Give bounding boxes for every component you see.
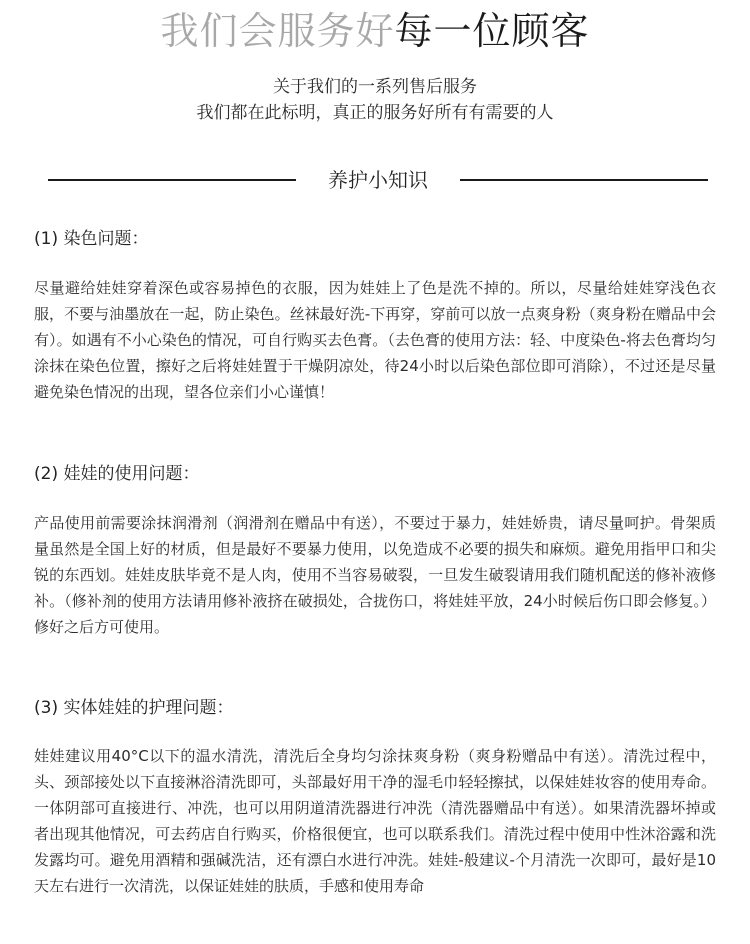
section-title: 养护小知识	[328, 168, 428, 192]
subtitle-line-1: 关于我们的一系列售后服务	[273, 77, 477, 97]
subtitle-line-2: 我们都在此标明，真正的服务好所有有需要的人	[196, 103, 554, 123]
title-light-part: 我们会服务好	[160, 9, 395, 53]
page-title	[0, 8, 750, 54]
item-heading-usage: (2) 娃娃的使用问题：	[34, 464, 200, 484]
section-divider	[48, 165, 708, 195]
item-heading-care: (3) 实体娃娃的护理问题：	[34, 698, 234, 718]
title-dark-part: 每一位顾客	[394, 9, 590, 53]
item-body-usage: 产品使用前需要涂抹润滑剂（润滑剂在赠品中有送），不要过于暴力，娃娃娇贵，请尽量呵护。骨架质量虽然是全国上好的材质，但是最好不要暴力使用，以免造成不必要的损失和麻烦。避免用指甲口和尖锐的东西划。娃娃皮肤毕竟不是人肉，使用不当容易破裂，一旦发生破裂请用我们随机配送的修补液修补。（修补剂的使用方法请用修补液挤在破损处，合拢伤口，将娃娃平放，24小时候后伤口即会修复。）修好之后方可使用。	[34, 514, 716, 636]
item-body-care: 娃娃建议用40°C以下的温水清洗，清洗后全身均匀涂抹爽身粉（爽身粉赠品中有送）。清洗过程中，头、颈部接处以下直接淋浴清洗即可，头部最好用干净的湿毛巾轻轻擦拭，以保娃娃妆容的使用寿命。一体阴部可直接进行、冲洗，也可以用阴道清洗器进行冲洗（清洗器赠品中有送）。如果清洗器坏掉或者出现其他情况，可去药店自行购买，价格很便宜，也可以联系我们。清洗过程中使用中性沐浴露和洗发露均可。避免用酒精和强碱洗洁，还有漂白水进行冲洗。娃娃-般建议-个月清洗一次即可，最好是10天左右进行一次清洗，以保证娃娃的肤质，手感和使用寿命	[34, 747, 716, 895]
divider-line-right	[460, 179, 708, 181]
item-body-dyeing: 尽量避给娃娃穿着深色或容易掉色的衣服，因为娃娃上了色是洗不掉的。所以，尽量给娃娃穿浅色衣服，不要与油墨放在一起，防止染色。丝袜最好洗-下再穿，穿前可以放一点爽身粉（爽身粉在赠品中会有）。如遇有不小心染色的情况，可自行购买去色膏。（去色膏的使用方法：轻、中度染色-将去色膏均匀涂抹在染色位置，擦好之后将娃娃置于干燥阴凉处，待24小时以后染色部位即可消除），不过还是尽量避免染色情况的出现，望各位亲们小心谨慎！	[34, 279, 716, 401]
item-heading-dyeing: (1) 染色问题：	[34, 229, 149, 249]
